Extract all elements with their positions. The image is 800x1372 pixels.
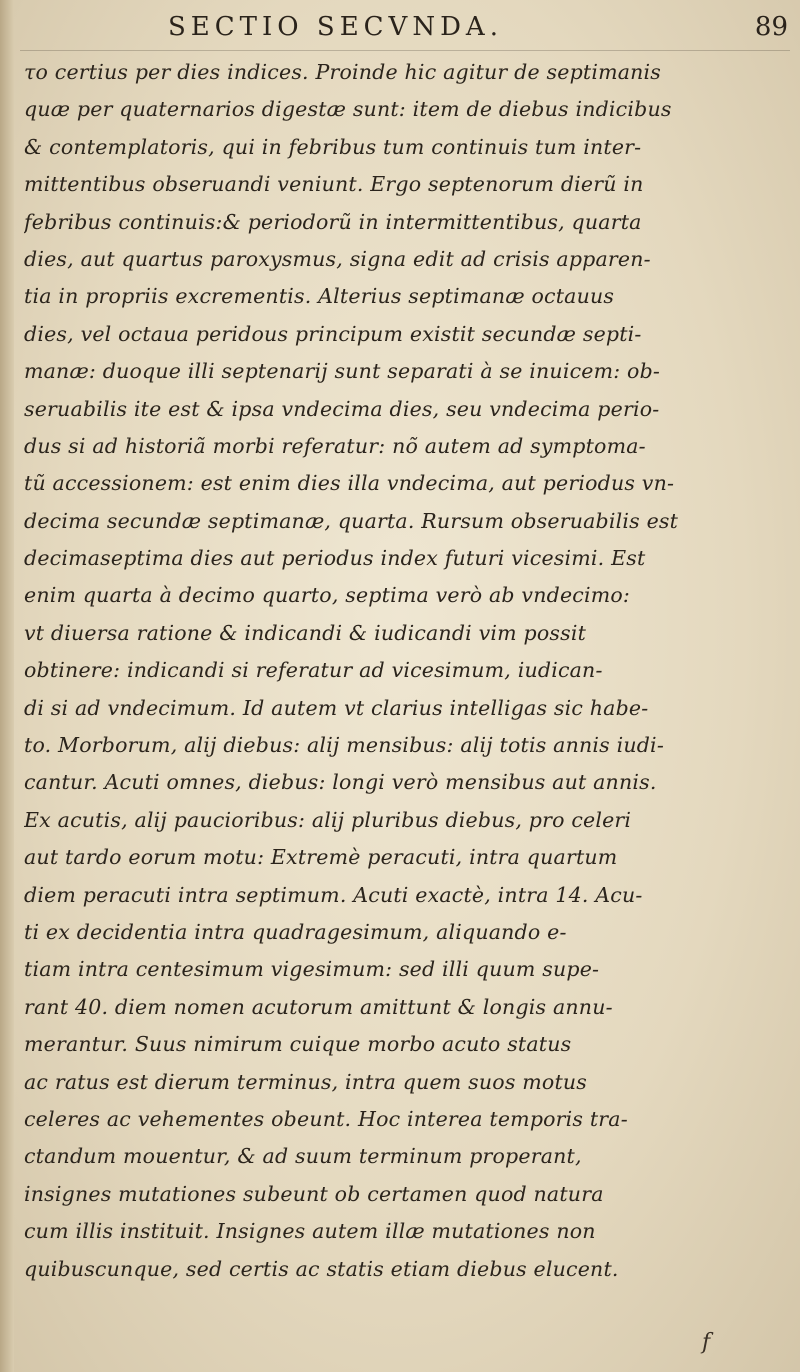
text-line: quibuscunque, sed certis ac statis etiam diebus elucent. <box>24 1256 619 1281</box>
text-line: seruabilis ite est & ipsa vndecima dies, seu vndecima perio- <box>24 396 660 421</box>
text-line: febribus continuis:& periodorũ in intermittentibus, quarta <box>24 209 642 234</box>
text-line: dies, vel octaua peridous principum existit secundæ septi- <box>24 321 642 346</box>
text-line: celeres ac vehementes obeunt. Hoc interea temporis tra- <box>24 1106 628 1131</box>
text-line: di si ad vndecimum. Id autem vt clarius intelligas sic habe- <box>24 695 649 720</box>
text-line: ctandum mouentur, & ad suum terminum properant, <box>24 1144 582 1169</box>
running-head: SECTIO SECVNDA. <box>168 12 503 42</box>
text-line: decima secundæ septimanæ, quarta. Rursum obseruabilis est <box>24 508 679 533</box>
text-line: Ex acutis, alij paucioribus: alij pluribus diebus, pro celeri <box>24 807 632 832</box>
text-line: cantur. Acuti omnes, diebus: longi verò mensibus aut annis. <box>24 770 657 795</box>
text-line: merantur. Suus nimirum cuique morbo acuto status <box>24 1032 572 1057</box>
text-line: tia in propriis excrementis. Alterius septimanæ octauus <box>24 284 615 309</box>
signature-mark: f <box>702 1330 711 1355</box>
text-line: mittentibus obseruandi veniunt. Ergo septenorum dierũ in <box>24 172 644 197</box>
text-line: cum illis instituit. Insignes autem illæ mutationes non <box>24 1219 596 1244</box>
text-line: dus si ad historiã morbi referatur: nõ autem ad symptoma- <box>24 433 646 458</box>
text-line: enim quarta à decimo quarto, septima verò ab vndecimo: <box>24 583 631 608</box>
text-line: ac ratus est dierum terminus, intra quem suos motus <box>24 1069 588 1094</box>
text-line: insignes mutationes subeunt ob certamen quod natura <box>24 1181 604 1206</box>
text-line: decimaseptima dies aut periodus index futuri vicesimi. Est <box>24 546 646 571</box>
text-line: diem peracuti intra septimum. Acuti exactè, intra 14. Acu- <box>24 882 643 907</box>
body-text <box>24 54 714 1288</box>
text-line: quæ per quaternarios digestæ sunt: item de diebus indicibus <box>24 97 672 122</box>
text-line: to. Morborum, alij diebus: alij mensibus: alij totis annis iudi- <box>24 733 664 758</box>
header-rule <box>20 50 790 51</box>
page-number: 89 <box>754 12 788 42</box>
text-line: rant 40. diem nomen acutorum amittunt & longis annu- <box>24 994 613 1019</box>
text-line: dies, aut quartus paroxysmus, signa edit ad crisis apparen- <box>24 246 651 271</box>
page-gutter-shadow <box>0 0 14 1372</box>
text-line: το certius per dies indices. Proinde hic agitur de septimanis <box>24 60 662 84</box>
text-line: tiam intra centesimum vigesimum: sed illi quum supe- <box>24 957 600 982</box>
text-line: aut tardo eorum motu: Extremè peracuti, intra quartum <box>24 845 618 870</box>
text-line: obtinere: indicandi si referatur ad vicesimum, iudican- <box>24 658 603 683</box>
text-line: ti ex decidentia intra quadragesimum, aliquando e- <box>24 919 567 944</box>
text-line: tũ accessionem: est enim dies illa vndecima, aut periodus vn- <box>24 471 675 496</box>
text-line: manæ: duoque illi septenarij sunt separati à se inuicem: ob- <box>24 359 661 384</box>
text-line: vt diuersa ratione & indicandi & iudicandi vim possit <box>24 620 587 645</box>
text-line: & contemplatoris, qui in febribus tum continuis tum inter- <box>24 134 642 159</box>
